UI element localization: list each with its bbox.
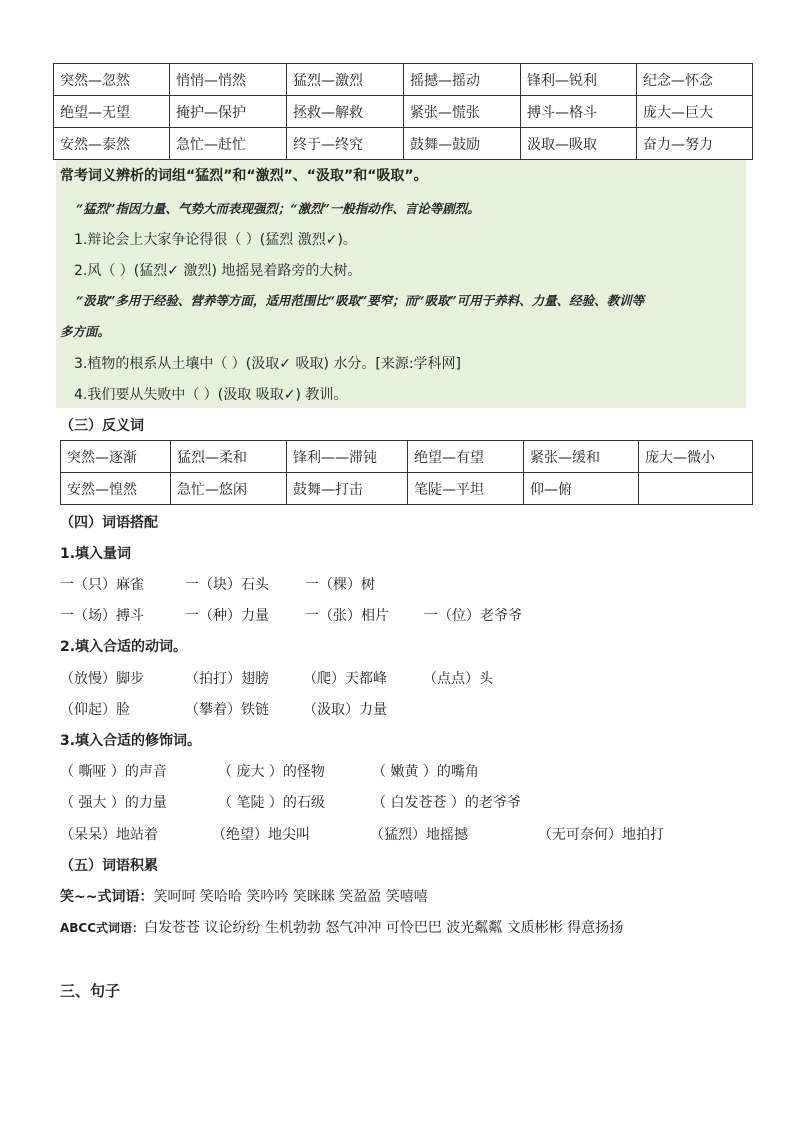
- modifier-item: （ 强大 ）的力量: [60, 795, 167, 811]
- table-cell: 笔陡—平坦: [408, 473, 524, 505]
- modifier-item: （ 嫩黄 ）的嘴角: [372, 764, 479, 780]
- table-cell: 搏斗—格斗: [521, 96, 637, 128]
- table-row: [61, 473, 753, 505]
- analysis-question-4: 4.我们要从失败中（ ）(汲取 吸取✓) 教训。: [74, 387, 348, 403]
- modifier-item: （ 白发苍苍 ）的老爷爷: [372, 795, 521, 811]
- verb-item: （仰起）脸: [60, 702, 130, 718]
- table-cell: 掩护—保护: [170, 96, 287, 128]
- accumulation-words: 白发苍苍 议论纷纷 生机勃勃 怒气冲冲 可怜巴巴 波光粼粼 文质彬彬 得意扬扬: [144, 920, 624, 936]
- verb-item: （攀着）铁链: [185, 702, 269, 718]
- table-cell: 突然—忽然: [54, 64, 170, 96]
- table-cell: 锋利—锐利: [521, 64, 637, 96]
- analysis-heading: 常考词义辨析的词组“猛烈”和“激烈”、“汲取”和“吸取”。: [60, 168, 428, 184]
- verb-item: （放慢）脚步: [60, 671, 144, 687]
- table-cell: 仰—俯: [524, 473, 639, 505]
- antonym-table: [60, 440, 753, 505]
- table-cell: 绝望—有望: [408, 441, 524, 473]
- table-cell: 拯救—解救: [287, 96, 404, 128]
- table-cell: 庞大—巨大: [637, 96, 753, 128]
- analysis-note-2b: 多方面。: [60, 324, 111, 339]
- accumulation-title: （五）词语积累: [60, 858, 158, 874]
- accumulation-label: 笑~~式词语：: [60, 889, 154, 905]
- measure-word-item: 一（位）老爷爷: [424, 608, 522, 624]
- table-cell: 安然—惶然: [61, 473, 171, 505]
- synonym-table: [53, 63, 753, 160]
- table-cell: 悄悄—悄然: [170, 64, 287, 96]
- measure-word-item: 一（棵）树: [305, 577, 375, 593]
- table-cell: 汲取—吸取: [521, 128, 637, 160]
- table-cell: 锋利——滞钝: [287, 441, 408, 473]
- accumulation-line-1: [60, 886, 428, 906]
- measure-word-item: 一（块）石头: [185, 577, 269, 593]
- verb-item: （爬）天都峰: [303, 671, 387, 687]
- antonyms-title: （三）反义词: [60, 418, 144, 434]
- table-cell: 终于—终究: [287, 128, 404, 160]
- table-cell: 安然—泰然: [54, 128, 170, 160]
- table-cell: 纪念—怀念: [637, 64, 753, 96]
- table-row: [61, 441, 753, 473]
- accumulation-words: 笑呵呵 笑哈哈 笑吟吟 笑眯眯 笑盈盈 笑嘻嘻: [153, 889, 428, 905]
- collocation-sub-3: 3.填入合适的修饰词。: [60, 733, 202, 749]
- table-cell: 急忙—悠闲: [171, 473, 287, 505]
- table-cell: 紧张—缓和: [524, 441, 639, 473]
- modifier-item: （ 笔陡 ）的石级: [218, 795, 325, 811]
- modifier-item: （无可奈何）地拍打: [538, 827, 664, 843]
- verb-item: （汲取）力量: [303, 702, 387, 718]
- measure-word-item: 一（种）力量: [185, 608, 269, 624]
- analysis-question-1: 1.辩论会上大家争论得很（ ）(猛烈 激烈✓)。: [74, 232, 357, 248]
- measure-word-item: 一（场）搏斗: [60, 608, 144, 624]
- table-cell: 急忙—赶忙: [170, 128, 287, 160]
- modifier-item: （猛烈）地摇撼: [370, 827, 468, 843]
- verb-item: （点点）头: [423, 671, 493, 687]
- table-cell: 绝望—无望: [54, 96, 170, 128]
- table-cell: 突然—逐渐: [61, 441, 171, 473]
- verb-item: （拍打）翅膀: [185, 671, 269, 687]
- table-cell: 鼓舞—鼓励: [404, 128, 521, 160]
- analysis-note-2a: “汲取”多用于经验、营养等方面，适用范围比“吸取”要窄；而“吸取”可用于养料、力量、经验、教训等: [76, 293, 645, 308]
- table-cell: 猛烈—柔和: [171, 441, 287, 473]
- accumulation-label: ABCC式词语：: [60, 921, 145, 935]
- table-row: [54, 64, 753, 96]
- analysis-question-3: 3.植物的根系从土壤中（ ）(汲取✓ 吸取) 水分。[来源:学科网]: [74, 356, 462, 372]
- table-cell: [639, 473, 753, 505]
- measure-word-item: 一（只）麻雀: [60, 577, 144, 593]
- section-3-title: 三、句子: [60, 982, 121, 1000]
- table-row: [54, 128, 753, 160]
- collocation-sub-1: 1.填入量词: [60, 546, 132, 562]
- collocation-title: （四）词语搭配: [60, 515, 158, 531]
- table-cell: 庞大—微小: [639, 441, 753, 473]
- table-cell: 鼓舞—打击: [287, 473, 408, 505]
- modifier-item: （呆呆）地站着: [60, 827, 158, 843]
- analysis-question-2: 2.风（ ）(猛烈✓ 激烈) 地摇晃着路旁的大树。: [74, 263, 362, 279]
- table-row: [54, 96, 753, 128]
- table-cell: 紧张—慌张: [404, 96, 521, 128]
- collocation-sub-2: 2.填入合适的动词。: [60, 639, 188, 655]
- analysis-note-1: “猛烈”指因力量、气势大而表现强烈；“激烈”一般指动作、言论等剧烈。: [76, 201, 480, 216]
- table-cell: 奋力—努力: [637, 128, 753, 160]
- table-cell: 摇撼—摇动: [404, 64, 521, 96]
- accumulation-line-2: [60, 917, 623, 937]
- table-cell: 猛烈—激烈: [287, 64, 404, 96]
- modifier-item: （ 庞大 ）的怪物: [218, 764, 325, 780]
- modifier-item: （绝望）地尖叫: [212, 827, 310, 843]
- modifier-item: （ 嘶哑 ）的声音: [60, 764, 167, 780]
- measure-word-item: 一（张）相片: [305, 608, 389, 624]
